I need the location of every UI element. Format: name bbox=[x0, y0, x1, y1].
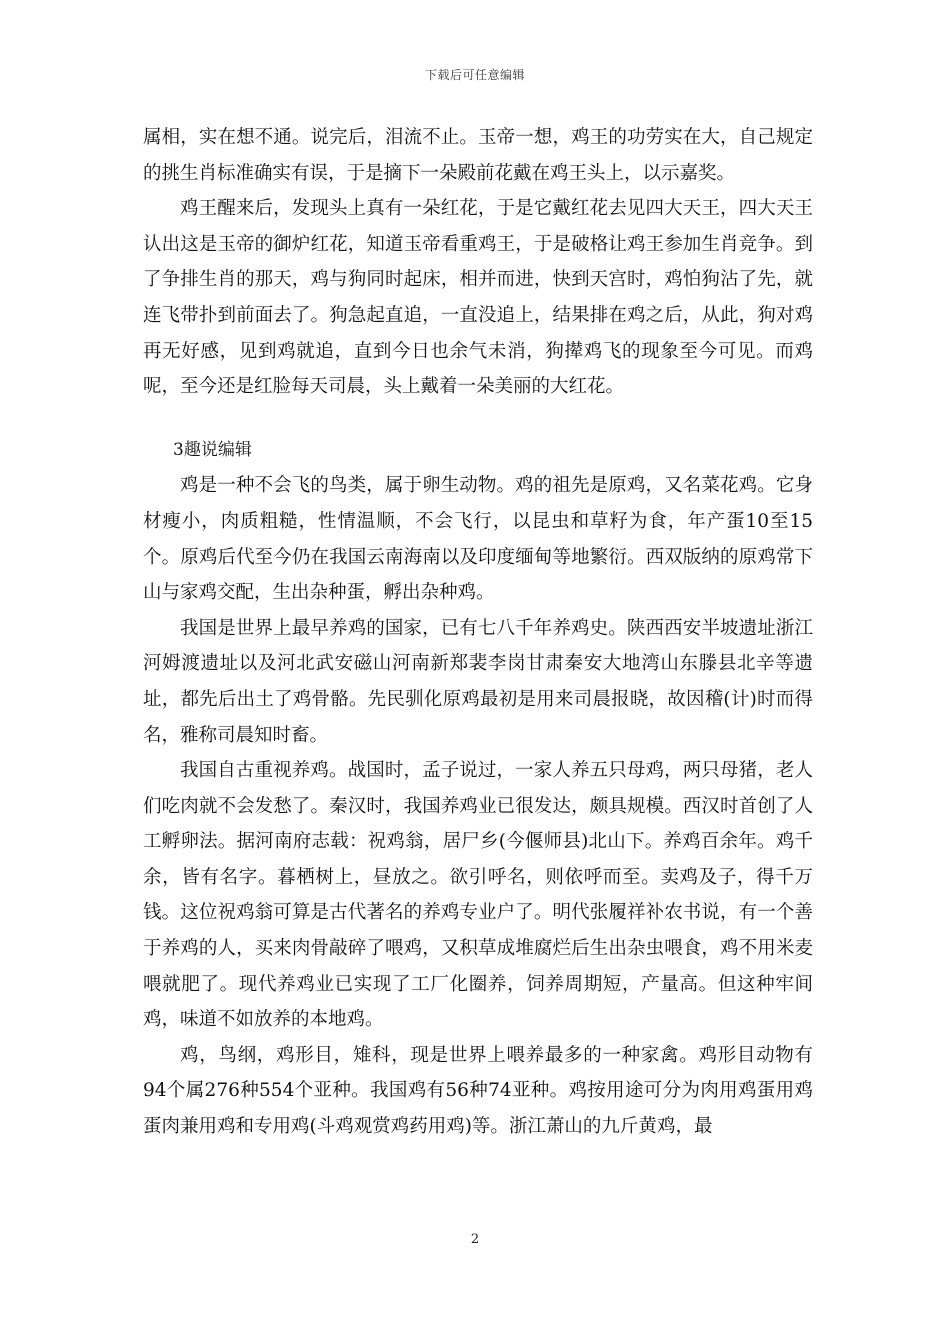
page-number: 2 bbox=[470, 1232, 480, 1247]
section-heading: 3趣说编辑 bbox=[173, 439, 252, 460]
paragraph-section-2: 我国是世界上最早养鸡的国家，已有七八千年养鸡史。陕西西安半坡遗址浙江河姆渡遗址以及河北武安磁山河南新郑裴李岗甘肃秦安大地湾山东滕县北辛等遗址，都先后出土了鸡骨骼。先民驯化原鸡最初是用来司晨报晓，故因稽(计)时而得名，雅称司晨知时畜。 bbox=[143, 617, 813, 746]
paragraph-top-2: 鸡王醒来后，发现头上真有一朵红花，于是它戴红花去见四大天王，四大天王认出这是玉帝的御炉红花，知道玉帝看重鸡王，于是破格让鸡王参加生肖竞争。到了争排生肖的那天，鸡与狗同时起床，相并而进，快到天宫时，鸡怕狗沾了先，就连飞带扑到前面去了。狗急起直追，一直没追上，结果排在鸡之后，从此，狗对鸡再无好感，见到鸡就追，直到今日也余气未消，狗撵鸡飞的现象至今可见。而鸡呢，至今还是红脸每天司晨，头上戴着一朵美丽的大红花。 bbox=[143, 198, 813, 398]
document-body bbox=[143, 120, 813, 1145]
paragraph-section-1: 鸡是一种不会飞的鸟类，属于卵生动物。鸡的祖先是原鸡，又名菜花鸡。它身材瘦小，肉质粗糙，性情温顺，不会飞行，以昆虫和草籽为食，年产蛋10至15个。原鸡后代至今仍在我国云南海南以及印度缅甸等地繁衍。西双版纳的原鸡常下山与家鸡交配，生出杂种蛋，孵出杂种鸡。 bbox=[143, 475, 813, 604]
paragraph-top-1: 属相，实在想不通。说完后，泪流不止。玉帝一想，鸡王的功劳实在大，自己规定的挑生肖标准确实有误，于是摘下一朵殿前花戴在鸡王头上，以示嘉奖。 bbox=[143, 127, 813, 184]
paragraph-section-3: 我国自古重视养鸡。战国时，孟子说过，一家人养五只母鸡，两只母猪，老人们吃肉就不会发愁了。秦汉时，我国养鸡业已很发达，颇具规模。西汉时首创了人工孵卵法。据河南府志载：祝鸡翁，居尸乡(今偃师县)北山下。养鸡百余年。鸡千余，皆有名字。暮栖树上，昼放之。欲引呼名，则依呼而至。卖鸡及子，得千万钱。这位祝鸡翁可算是古代著名的养鸡专业户了。明代张履祥补农书说，有一个善于养鸡的人，买来肉骨敲碎了喂鸡，又积草成堆腐烂后生出杂虫喂食，鸡不用米麦喂就肥了。现代养鸡业已实现了工厂化圈养，饲养周期短，产量高。但这种牢间鸡，味道不如放养的本地鸡。 bbox=[143, 760, 813, 1031]
section-gap bbox=[143, 405, 813, 433]
page-header: 下载后可任意编辑 bbox=[424, 68, 525, 82]
paragraph-section-4: 鸡，鸟纲，鸡形目，雉科，现是世界上喂养最多的一种家禽。鸡形目动物有94个属276种554个亚种。我国鸡有56种74亚种。鸡按用途可分为肉用鸡蛋用鸡蛋肉兼用鸡和专用鸡(斗鸡观赏鸡药用鸡)等。浙江萧山的九斤黄鸡，最 bbox=[143, 1044, 813, 1138]
